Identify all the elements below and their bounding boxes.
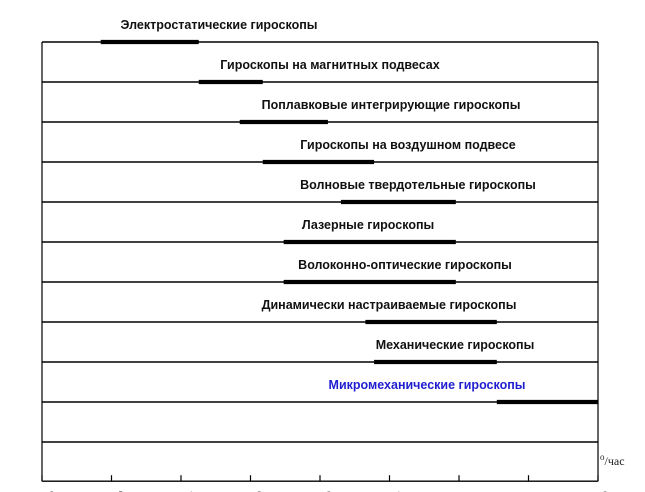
category-label: Поплавковые интегрирующие гироскопы: [261, 98, 521, 112]
category-label: Динамически настраиваемые гироскопы: [261, 298, 517, 312]
chart-rows: [101, 18, 598, 402]
category-label: Механические гироскопы: [375, 338, 535, 352]
category-label: Волоконно-оптические гироскопы: [298, 258, 512, 272]
category-label: Лазерные гироскопы: [301, 218, 435, 232]
x-unit-label: $^o$/час: [600, 452, 625, 469]
category-label: Гироскопы на магнитных подвесах: [220, 58, 440, 72]
category-label: Электростатические гироскопы: [120, 18, 318, 32]
x-axis: [31, 452, 625, 492]
category-label: Микромеханические гироскопы: [328, 378, 526, 392]
category-label: Гироскопы на воздушном подвесе: [300, 138, 516, 152]
category-label: Волновые твердотельные гироскопы: [300, 178, 536, 192]
